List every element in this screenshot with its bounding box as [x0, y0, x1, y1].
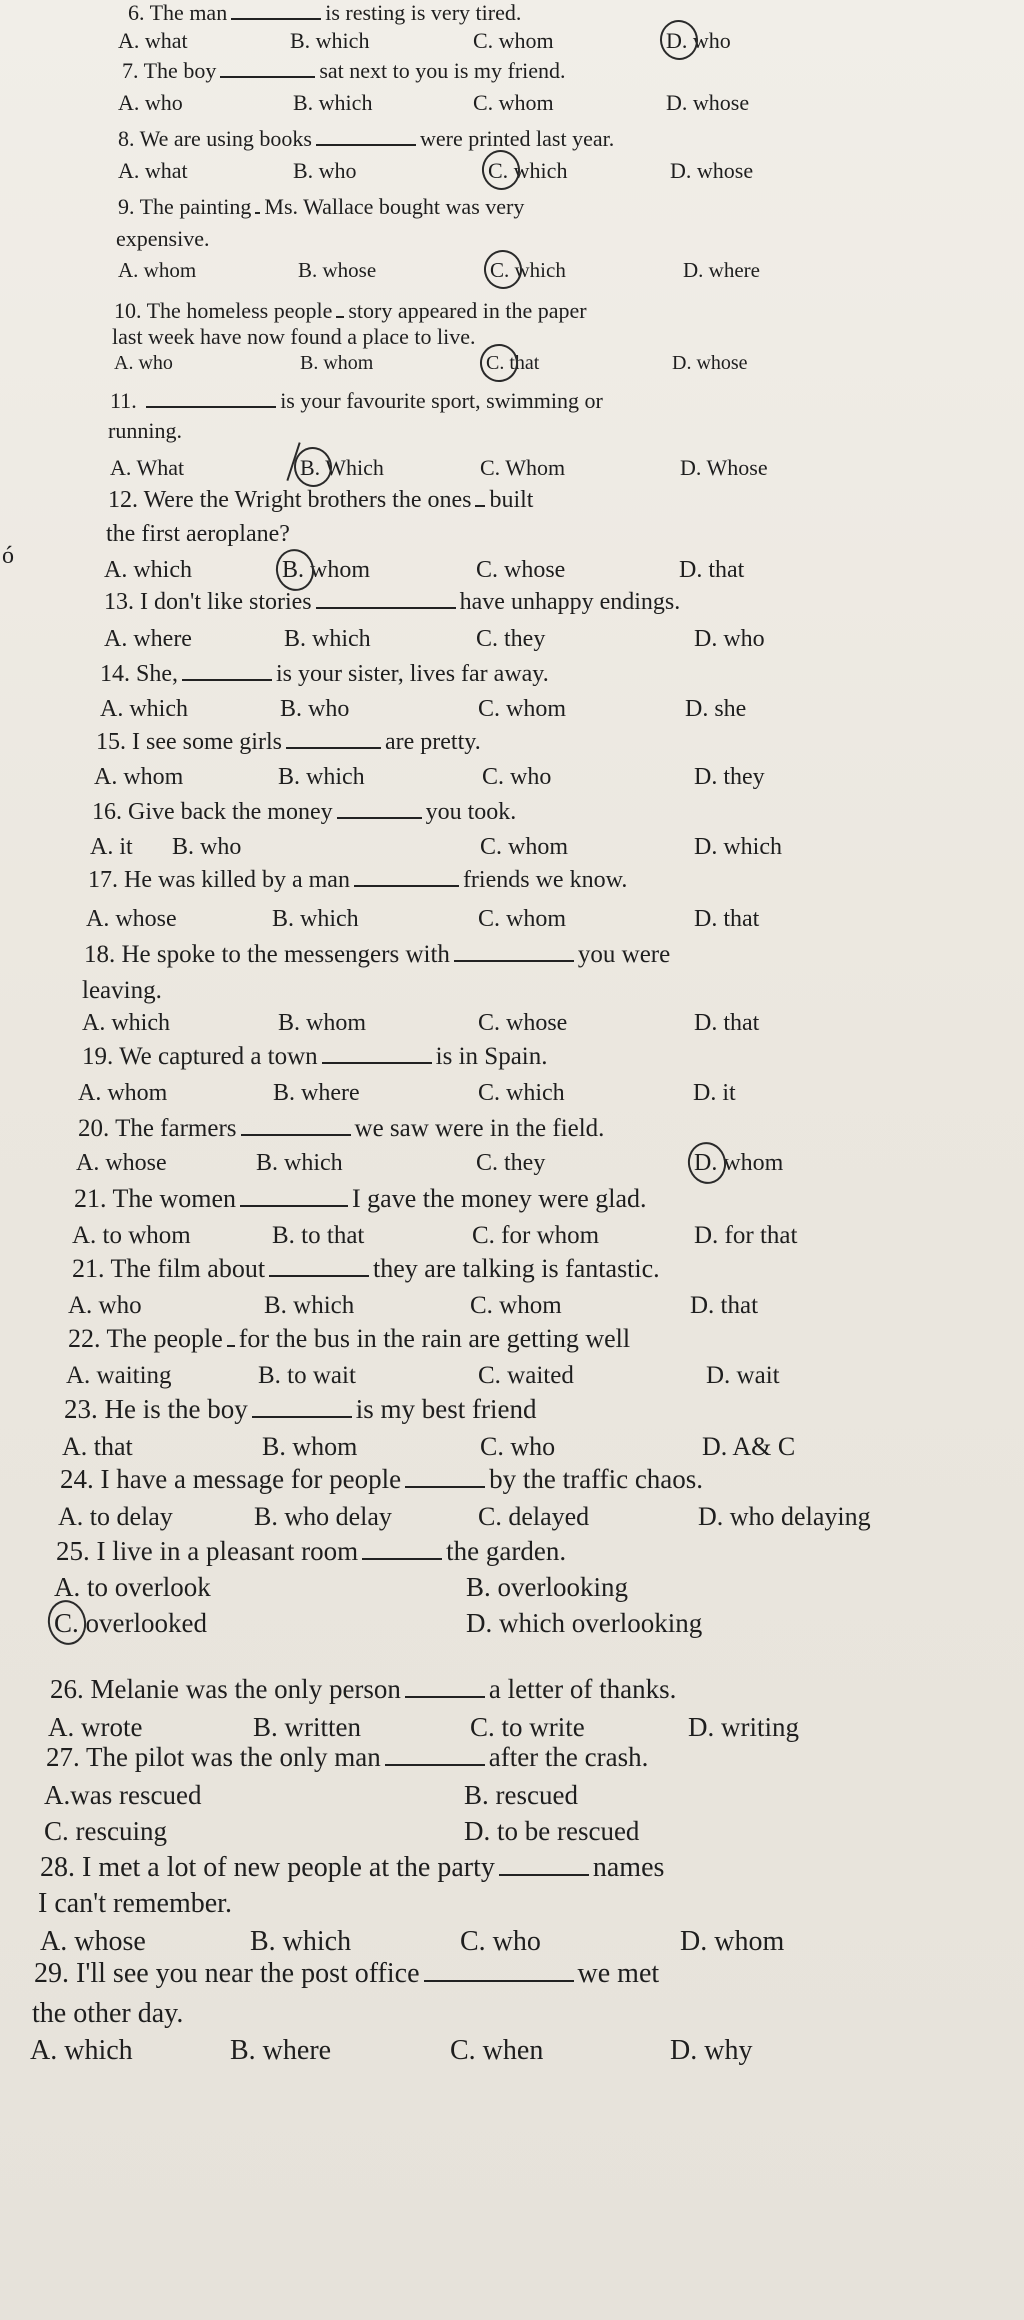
option-b[interactable]: B. which — [250, 1926, 352, 1957]
option-a[interactable]: A. to delay — [58, 1502, 173, 1531]
answer-circle-mark — [656, 16, 701, 63]
question-stem: Give back the money — [128, 799, 333, 825]
answer-blank[interactable] — [252, 1414, 352, 1418]
option-b[interactable]: B. whom — [278, 1010, 367, 1036]
question-25: 29. I'll see you near the post office we met — [34, 1958, 660, 1989]
answer-blank[interactable] — [231, 16, 321, 20]
question-stem-after: were printed last year. — [419, 126, 615, 151]
option-a[interactable]: A. whom — [118, 258, 197, 282]
option-a[interactable]: A. where — [104, 626, 192, 652]
option-d[interactable]: D. who — [694, 626, 765, 652]
question-24: 28. I met a lot of new people at the party names — [40, 1852, 665, 1883]
question-stem: He spoke to the messengers with — [121, 941, 450, 968]
question-continuation: the other day. — [32, 1998, 184, 2029]
question-stem: I don't like stories — [140, 589, 312, 615]
question-8: 13. I don't like stories have unhappy endings. — [104, 589, 681, 615]
option-a[interactable]: A. whose — [40, 1926, 146, 1957]
answer-blank[interactable] — [240, 1203, 348, 1207]
option-c[interactable]: C. that — [486, 352, 540, 374]
question-stem: Melanie was the only person — [90, 1674, 401, 1704]
question-14: 19. We captured a town is in Spain. — [82, 1043, 548, 1070]
question-17: 21. The film about they are talking is fantastic. — [72, 1254, 660, 1283]
question-number: 13 — [104, 589, 128, 615]
option-c[interactable]: C. Whom — [480, 455, 566, 480]
question-19: 23. He is the boy is my best friend — [64, 1394, 537, 1424]
option-c[interactable]: C. whom — [480, 834, 569, 860]
answer-blank[interactable] — [405, 1484, 485, 1488]
question-5: 10. The homeless people story appeared in the paper — [114, 298, 587, 323]
option-d[interactable]: D. whom — [680, 1926, 785, 1957]
option-a[interactable]: A. who — [68, 1292, 142, 1319]
question-stem-after: is your favourite sport, swimming or — [280, 388, 603, 413]
option-c[interactable]: C. delayed — [478, 1502, 590, 1531]
option-c[interactable]: C. waited — [478, 1362, 574, 1389]
question-stem: The farmers — [115, 1115, 237, 1142]
option-b[interactable]: B. which — [264, 1292, 355, 1319]
option-a[interactable]: A. who — [114, 352, 173, 374]
option-b[interactable]: B. overlooking — [466, 1572, 628, 1602]
option-c[interactable]: C. they — [476, 1150, 546, 1176]
answer-circle-mark — [44, 1597, 91, 1649]
question-stem-after: have unhappy endings. — [459, 589, 681, 615]
option-c[interactable]: C. which — [478, 1080, 565, 1106]
question-18: 22. The people for the bus in the rain are getting well — [68, 1324, 631, 1353]
option-a[interactable]: A. what — [118, 158, 188, 183]
answer-blank[interactable] — [146, 404, 276, 408]
option-b[interactable]: B. which — [290, 28, 370, 53]
question-22: 26. Melanie was the only person a letter of thanks. — [50, 1674, 677, 1704]
option-d[interactable]: D. that — [694, 906, 760, 932]
option-a[interactable]: A. which — [30, 2035, 133, 2066]
question-continuation: I can't remember. — [38, 1888, 232, 1919]
option-c[interactable]: C. who — [460, 1926, 541, 1957]
option-a[interactable]: A. what — [118, 28, 188, 53]
answer-circle-mark — [272, 546, 318, 595]
option-c[interactable]: C. which — [490, 258, 566, 282]
option-a[interactable]: A. it — [90, 834, 133, 860]
option-c[interactable]: C. whom — [478, 906, 567, 932]
question-number: 24 — [60, 1464, 87, 1494]
option-c[interactable]: C. whose — [476, 557, 566, 583]
answer-blank[interactable] — [227, 1343, 235, 1347]
option-d[interactable]: D. A& C — [702, 1432, 796, 1461]
option-a[interactable]: A. wrote — [48, 1712, 143, 1742]
question-stem-after: for the bus in the rain are getting well — [238, 1324, 631, 1353]
option-a[interactable]: A. waiting — [66, 1362, 172, 1389]
answer-blank[interactable] — [475, 503, 485, 507]
option-d[interactable]: D. whom — [694, 1150, 784, 1176]
question-number: 10 — [114, 298, 136, 323]
option-a[interactable]: A. whose — [86, 906, 177, 932]
option-b[interactable]: B. where — [230, 2035, 332, 2066]
question-stem-after: is resting is very tired. — [325, 0, 522, 25]
answer-blank[interactable] — [269, 1273, 369, 1277]
option-a[interactable]: A. whom — [78, 1080, 168, 1106]
answer-blank[interactable] — [405, 1694, 485, 1698]
question-stem-after: sat next to you is my friend. — [319, 58, 566, 83]
answer-blank[interactable] — [362, 1556, 442, 1560]
question-number: 20 — [78, 1115, 103, 1142]
question-stem-after: a letter of thanks. — [488, 1674, 677, 1704]
option-b[interactable]: B. whom — [300, 352, 374, 374]
option-d[interactable]: D. who delaying — [698, 1502, 871, 1531]
question-13: 18. He spoke to the messengers with you were — [84, 941, 671, 968]
question-stem: I live in a pleasant room — [96, 1536, 359, 1566]
question-stem-after: you took. — [425, 799, 517, 825]
question-continuation: leaving. — [82, 977, 162, 1004]
answer-blank[interactable] — [336, 314, 344, 318]
option-d[interactable]: D. who — [666, 28, 731, 53]
option-d[interactable]: D. why — [670, 2035, 753, 2066]
question-stem-after: by the traffic chaos. — [489, 1464, 704, 1494]
question-7: 12. Were the Wright brothers the ones built — [108, 487, 534, 513]
answer-blank[interactable] — [385, 1762, 485, 1766]
option-c[interactable]: C. whom — [470, 1292, 562, 1319]
answer-blank[interactable] — [286, 745, 381, 749]
option-b[interactable]: B. whom — [282, 557, 371, 583]
question-stem: The boy — [143, 58, 217, 83]
option-b[interactable]: B. to that — [272, 1222, 365, 1249]
question-stem: I see some girls — [132, 729, 282, 755]
answer-blank[interactable] — [316, 142, 416, 146]
option-d[interactable]: D. that — [679, 557, 745, 583]
question-number: 22 — [68, 1324, 94, 1353]
question-continuation: expensive. — [116, 226, 210, 251]
answer-blank[interactable] — [424, 1978, 574, 1982]
question-stem: I'll see you near the post office — [76, 1958, 420, 1989]
answer-blank[interactable] — [337, 815, 422, 819]
option-d[interactable]: D. writing — [688, 1712, 799, 1742]
option-b[interactable]: B. rescued — [464, 1780, 578, 1810]
option-b[interactable]: B. which — [272, 906, 359, 932]
question-number: 16 — [92, 799, 116, 825]
question-number: 9 — [118, 194, 129, 219]
option-c[interactable]: C. who — [482, 764, 552, 790]
question-number: 8 — [118, 126, 129, 151]
question-stem-after: is in Spain. — [435, 1043, 548, 1070]
question-6: 11. is your favourite sport, swimming or — [110, 388, 603, 413]
question-continuation: last week have now found a place to live. — [112, 324, 476, 349]
question-number: 17 — [88, 867, 112, 893]
option-d[interactable]: D. it — [693, 1080, 736, 1106]
option-a[interactable]: A. which — [82, 1010, 170, 1036]
option-d[interactable]: D. whose — [672, 352, 748, 374]
option-d[interactable]: D. that — [690, 1292, 759, 1319]
answer-blank[interactable] — [499, 1872, 589, 1876]
question-stem: I have a message for people — [100, 1464, 402, 1494]
option-a[interactable]: A. which — [100, 696, 188, 722]
option-d[interactable]: D. whose — [670, 158, 754, 183]
option-a[interactable]: A. whose — [76, 1150, 167, 1176]
question-number: 11 — [110, 388, 132, 413]
question-stem-after: friends we know. — [462, 867, 628, 893]
option-d[interactable]: D. for that — [694, 1222, 798, 1249]
answer-blank[interactable] — [316, 605, 456, 609]
option-d[interactable]: D. to be rescued — [464, 1816, 640, 1846]
question-stem: We captured a town — [119, 1043, 318, 1070]
option-d[interactable]: D. they — [694, 764, 765, 790]
answer-blank[interactable] — [454, 958, 574, 962]
option-b[interactable]: B. which — [256, 1150, 343, 1176]
option-c[interactable]: C. when — [450, 2035, 544, 2066]
option-c[interactable]: C. for whom — [472, 1222, 600, 1249]
question-9: 14. She, is your sister, lives far away. — [100, 661, 549, 687]
question-10: 15. I see some girls are pretty. — [96, 729, 481, 755]
question-number: 6 — [128, 0, 139, 25]
question-23: 27. The pilot was the only man after the crash. — [46, 1742, 649, 1772]
option-d[interactable]: D. which overlooking — [466, 1608, 703, 1638]
question-15: 20. The farmers we saw were in the field. — [78, 1115, 605, 1142]
option-d[interactable]: D. wait — [706, 1362, 780, 1389]
option-a[interactable]: A. who — [118, 90, 183, 115]
question-21: 25. I live in a pleasant room the garden. — [56, 1536, 567, 1566]
question-stem-after: is your sister, lives far away. — [276, 661, 549, 687]
option-d[interactable]: D. whose — [666, 90, 750, 115]
answer-blank[interactable] — [354, 883, 459, 887]
question-3: 8. We are using books were printed last year. — [118, 126, 615, 151]
question-16: 21. The women I gave the money were glad. — [74, 1184, 647, 1213]
question-number: 12 — [108, 487, 132, 513]
question-4: 9. The painting Ms. Wallace bought was very — [118, 194, 525, 219]
question-stem: The homeless people — [146, 298, 333, 323]
option-c[interactable]: C. to write — [470, 1712, 585, 1742]
question-continuation: the first aeroplane? — [106, 521, 290, 547]
question-number: 23 — [64, 1394, 91, 1424]
option-d[interactable]: D. where — [683, 258, 760, 282]
option-d[interactable]: D. that — [694, 1010, 760, 1036]
option-a[interactable]: A. whom — [94, 764, 184, 790]
option-a[interactable]: A. to whom — [72, 1222, 191, 1249]
question-stem-after: Ms. Wallace bought was very — [264, 194, 525, 219]
answer-circle-mark — [476, 340, 521, 385]
question-20: 24. I have a message for people by the traffic chaos. — [60, 1464, 704, 1494]
question-1: 6. The man is resting is very tired. — [128, 0, 522, 25]
question-stem: The man — [149, 0, 228, 25]
question-continuation: running. — [108, 418, 182, 443]
option-d[interactable]: D. Whose — [680, 455, 768, 480]
answer-blank[interactable] — [322, 1060, 432, 1064]
question-stem: The pilot was the only man — [86, 1742, 381, 1772]
question-number: 21 — [72, 1254, 98, 1283]
question-2: 7. The boy sat next to you is my friend. — [122, 58, 566, 83]
question-number: 26 — [50, 1674, 77, 1704]
option-a[interactable]: A. to overlook — [54, 1572, 211, 1602]
option-a[interactable]: A. that — [62, 1432, 133, 1461]
question-number: 25 — [56, 1536, 83, 1566]
question-stem: The people — [106, 1324, 223, 1353]
question-11: 16. Give back the money you took. — [92, 799, 517, 825]
answer-circle-mark — [684, 1139, 730, 1188]
question-number: 14 — [100, 661, 124, 687]
option-b[interactable]: B. who — [172, 834, 242, 860]
question-stem: We are using books — [139, 126, 312, 151]
question-number: 15 — [96, 729, 120, 755]
question-stem: He was killed by a man — [124, 867, 350, 893]
answer-blank[interactable] — [220, 74, 315, 78]
option-b[interactable]: B. written — [253, 1712, 361, 1742]
option-a[interactable]: A. What — [110, 455, 185, 480]
answer-circle-mark — [480, 246, 525, 292]
question-stem-after: you were — [577, 941, 671, 968]
answer-circle-mark — [478, 146, 523, 193]
option-b[interactable]: B. Which — [300, 455, 384, 480]
question-stem: She, — [136, 661, 178, 687]
question-number: 7 — [122, 58, 133, 83]
question-stem-after: names — [592, 1852, 665, 1883]
question-stem: The film about — [110, 1254, 266, 1283]
question-number: 19 — [82, 1043, 107, 1070]
option-b[interactable]: B. where — [273, 1080, 360, 1106]
option-b[interactable]: B. which — [293, 90, 373, 115]
question-stem-after: we saw were in the field. — [354, 1115, 605, 1142]
question-stem-after: the garden. — [446, 1536, 567, 1566]
option-b[interactable]: B. which — [284, 626, 371, 652]
question-stem-after: after the crash. — [488, 1742, 649, 1772]
question-stem-after: built — [489, 487, 534, 513]
option-b[interactable]: B. whose — [298, 258, 377, 282]
question-stem: Were the Wright brothers the ones — [143, 487, 472, 513]
option-c[interactable]: C. whom — [473, 28, 554, 53]
question-number: 21 — [74, 1184, 100, 1213]
option-b[interactable]: B. who — [293, 158, 357, 183]
question-stem: He is the boy — [104, 1394, 248, 1424]
option-b[interactable]: B. who delay — [254, 1502, 392, 1531]
option-a[interactable]: A.was rescued — [44, 1780, 202, 1810]
option-a[interactable]: A. which — [104, 557, 192, 583]
option-b[interactable]: B. who — [280, 696, 350, 722]
option-c[interactable]: C. which — [488, 158, 568, 183]
question-stem-after: are pretty. — [384, 729, 481, 755]
margin-mark: ó — [2, 543, 14, 569]
question-stem-after: we met — [577, 1958, 660, 1989]
question-stem-after: I gave the money were glad. — [352, 1184, 647, 1213]
option-c[interactable]: C. whom — [473, 90, 554, 115]
option-c[interactable]: C. whom — [478, 696, 567, 722]
answer-blank[interactable] — [255, 210, 260, 214]
option-b[interactable]: B. to wait — [258, 1362, 356, 1389]
question-stem: The women — [112, 1184, 236, 1213]
option-c[interactable]: C. they — [476, 626, 546, 652]
option-b[interactable]: B. whom — [262, 1432, 358, 1461]
option-d[interactable]: D. she — [685, 696, 747, 722]
question-stem: I met a lot of new people at the party — [82, 1852, 495, 1883]
option-c[interactable]: C. overlooked — [54, 1608, 207, 1638]
option-c[interactable]: C. who — [480, 1432, 556, 1461]
question-number: 18 — [84, 941, 109, 968]
question-number: 27 — [46, 1742, 73, 1772]
option-c[interactable]: C. rescuing — [44, 1816, 167, 1846]
question-stem-after: they are talking is fantastic. — [373, 1254, 660, 1283]
question-number: 28 — [40, 1852, 68, 1883]
option-d[interactable]: D. which — [694, 834, 782, 860]
answer-blank[interactable] — [241, 1132, 351, 1136]
question-12: 17. He was killed by a man friends we know. — [88, 867, 628, 893]
question-stem-after: is my best friend — [355, 1394, 537, 1424]
question-number: 29 — [34, 1958, 62, 1989]
question-stem: The painting — [139, 194, 252, 219]
answer-blank[interactable] — [182, 677, 272, 681]
question-stem-after: story appeared in the paper — [348, 298, 587, 323]
option-c[interactable]: C. whose — [478, 1010, 568, 1036]
option-b[interactable]: B. which — [278, 764, 365, 790]
